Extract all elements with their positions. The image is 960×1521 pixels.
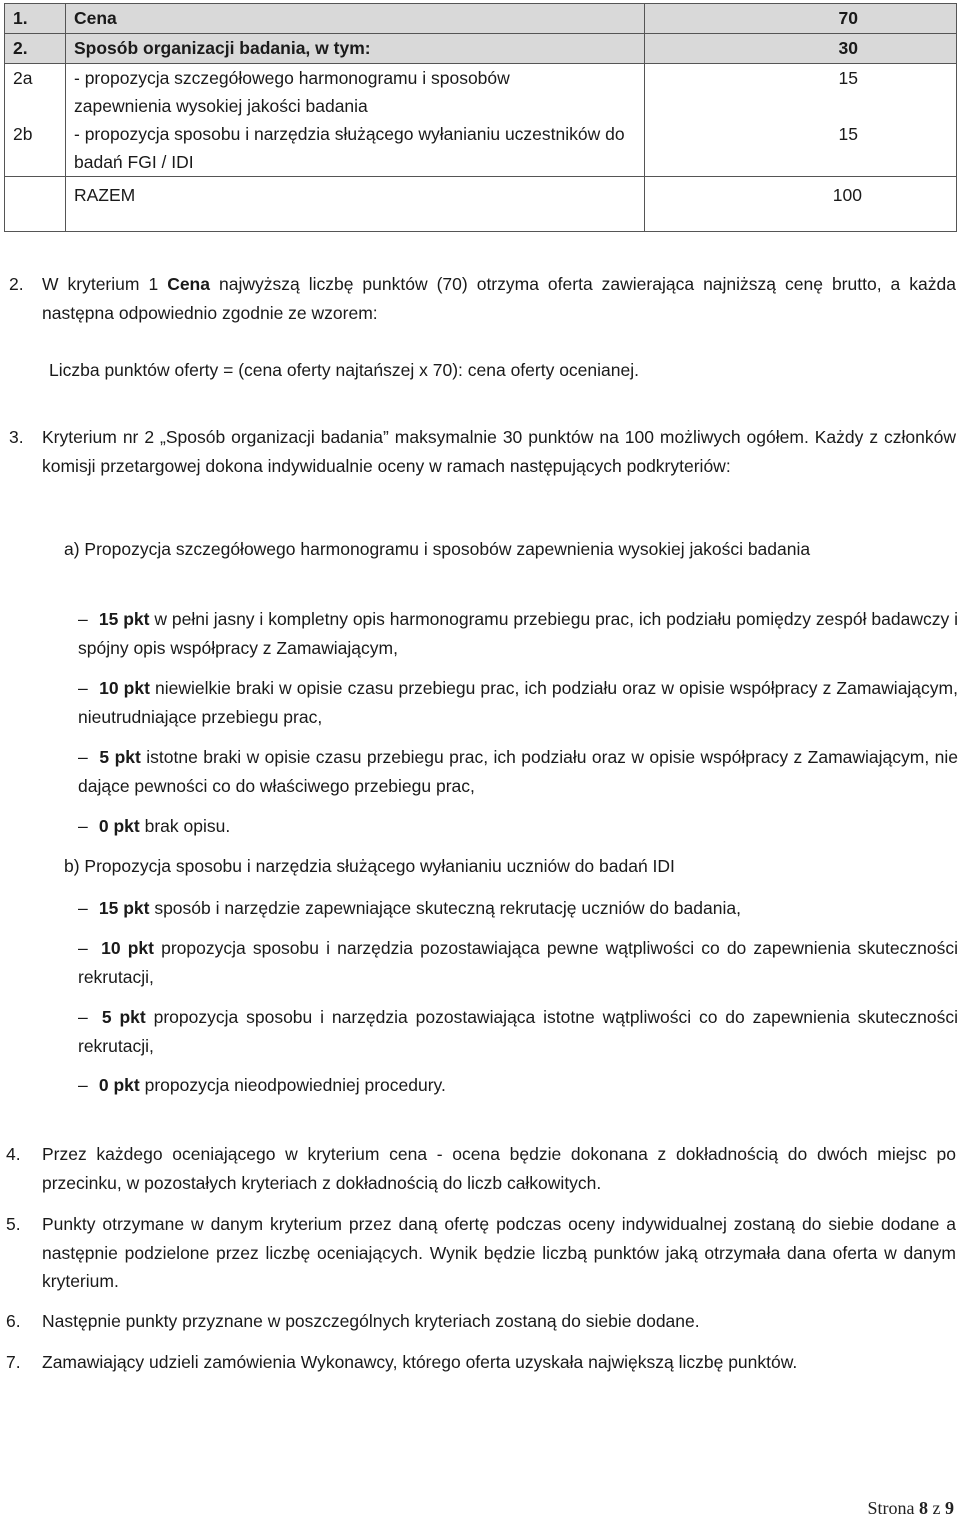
- item-text: propozycja sposobu i narzędzia pozostawiająca istotne wątpliwości co do zapewnienia skuteczności rekrutacji,: [78, 1007, 958, 1056]
- table-row: [5, 4, 957, 34]
- section-text: Punkty otrzymane w danym kryterium przez daną ofertę podczas oceny indywidualnej zostaną do siebie dodane a następnie podzielone przez liczbę oceniających. Wynik będzie liczbą punktów jaką otrzymała dana oferta w danym kryterium.: [42, 1214, 956, 1291]
- footer-page-number: 8: [919, 1498, 928, 1518]
- section-number: 7.: [6, 1352, 21, 1372]
- section-text: Kryterium nr 2 „Sposób organizacji badania” maksymalnie 30 punktów na 100 możliwych ogółem. Każdy z członków komisji przetargowej dokona indywidualnie oceny w ramach następujących podkryteriów:: [42, 427, 956, 476]
- row-points: 30: [645, 34, 957, 64]
- row-points: 15: [645, 120, 957, 177]
- row-label: Cena: [66, 4, 645, 34]
- list-item: – 10 pkt propozycja sposobu i narzędzia pozostawiająca pewne wątpliwości co do zapewnienia skuteczności rekrutacji,: [78, 938, 958, 987]
- row-points: 15: [645, 64, 957, 121]
- price-formula: Liczba punktów oferty = (cena oferty najtańszej x 70): cena oferty ocenianej.: [49, 360, 639, 380]
- subcriterion-a-heading: a) Propozycja szczegółowego harmonogramu i sposobów zapewnienia wysokiej jakości badania: [64, 539, 811, 559]
- table-row: [5, 34, 957, 64]
- section-3: [9, 423, 956, 480]
- points-label: 5 pkt: [99, 747, 141, 767]
- section-number: 2.: [9, 274, 24, 294]
- list-item: – 0 pkt propozycja nieodpowiedniej procedury.: [78, 1075, 446, 1095]
- table-row: [5, 64, 957, 121]
- row-points: 70: [645, 4, 957, 34]
- section-number: 5.: [6, 1214, 21, 1234]
- points-label: 15 pkt: [98, 609, 150, 629]
- row-label: - propozycja szczegółowego harmonogramu i sposobów zapewnienia wysokiej jakości badania: [66, 64, 645, 121]
- item-text: brak opisu.: [144, 816, 231, 836]
- page-footer: [868, 1498, 955, 1519]
- points-label: 0 pkt: [98, 1075, 140, 1095]
- points-label: 15 pkt: [98, 898, 150, 918]
- section-number: 4.: [6, 1144, 21, 1164]
- section-text: Zamawiający udzieli zamówienia Wykonawcy, którego oferta uzyskała największą liczbę punktów.: [42, 1352, 798, 1372]
- table-row-total: [5, 177, 957, 232]
- points-label: 5 pkt: [101, 1007, 146, 1027]
- section-2: [9, 270, 956, 327]
- row-number: 2b: [5, 120, 66, 177]
- row-label: RAZEM: [66, 177, 645, 232]
- table-row: [5, 120, 957, 177]
- item-text: propozycja sposobu i narzędzia pozostawiająca pewne wątpliwości co do zapewnienia skuteczności rekrutacji,: [78, 938, 958, 987]
- list-item: – 0 pkt brak opisu.: [78, 816, 231, 836]
- list-item: – 5 pkt propozycja sposobu i narzędzia pozostawiająca istotne wątpliwości co do zapewnienia skuteczności rekrutacji,: [78, 1007, 958, 1056]
- footer-separator: z: [932, 1498, 941, 1518]
- row-points: 100: [645, 177, 957, 232]
- row-label: Sposób organizacji badania, w tym:: [66, 34, 645, 64]
- footer-label: Strona: [867, 1498, 915, 1518]
- item-text: niewielkie braki w opisie czasu przebiegu prac, ich podziału oraz w opisie współpracy z Zamawiającym, nieutrudniające przebiegu prac,: [78, 678, 958, 727]
- item-text: istotne braki w opisie czasu przebiegu prac, ich podziału oraz w opisie współpracy z Zamawiającym, nie dające pewności co do właściwego przebiegu prac,: [78, 747, 958, 796]
- row-number: 1.: [5, 4, 66, 34]
- section-5: [6, 1210, 956, 1296]
- item-text: w pełni jasny i kompletny opis harmonogramu przebiegu prac, ich podziału pomiędzy zespół badawczy i spójny opis współpracy z Zamawiającym,: [78, 609, 958, 658]
- subcriterion-b-heading: b) Propozycja sposobu i narzędzia służącego wyłanianiu uczniów do badań IDI: [64, 856, 675, 876]
- section-text: Przez każdego oceniającego w kryterium cena - ocena będzie dokonana z dokładnością do dwóch miejsc po przecinku, w pozostałych kryteriach z dokładnością do liczb całkowitych.: [42, 1144, 956, 1193]
- points-label: 10 pkt: [99, 678, 150, 698]
- section-text: najwyższą liczbę punktów (70) otrzyma oferta zawierająca najniższą cenę brutto, a każda następna odpowiednio zgodnie ze wzorem:: [42, 274, 956, 323]
- section-bold-text: Cena: [167, 274, 210, 294]
- section-4: [6, 1140, 956, 1197]
- row-label: - propozycja sposobu i narzędzia służącego wyłanianiu uczestników do badań FGI / IDI: [66, 120, 645, 177]
- section-6: [6, 1307, 956, 1336]
- row-number: [5, 177, 66, 232]
- list-item: – 5 pkt istotne braki w opisie czasu przebiegu prac, ich podziału oraz w opisie współpracy z Zamawiającym, nie dające pewności co do właściwego przebiegu prac,: [78, 747, 958, 796]
- section-7: [6, 1348, 956, 1377]
- criteria-table: [4, 3, 957, 232]
- row-number: 2.: [5, 34, 66, 64]
- item-text: sposób i narzędzie zapewniające skuteczną rekrutację uczniów do badania,: [154, 898, 741, 918]
- footer-page-total: 9: [945, 1498, 954, 1518]
- points-label: 10 pkt: [101, 938, 154, 958]
- section-number: 3.: [9, 427, 24, 447]
- points-label: 0 pkt: [98, 816, 140, 836]
- list-item: – 15 pkt w pełni jasny i kompletny opis harmonogramu przebiegu prac, ich podziału pomiędzy zespół badawczy i spójny opis współpracy z Zamawiającym,: [78, 609, 958, 658]
- list-item: – 15 pkt sposób i narzędzie zapewniające skuteczną rekrutację uczniów do badania,: [78, 898, 741, 918]
- section-text: Następnie punkty przyznane w poszczególnych kryteriach zostaną do siebie dodane.: [42, 1311, 700, 1331]
- section-text: W kryterium 1: [42, 274, 159, 294]
- list-item: – 10 pkt niewielkie braki w opisie czasu przebiegu prac, ich podziału oraz w opisie współpracy z Zamawiającym, nieutrudniające przebiegu prac,: [78, 678, 958, 727]
- section-number: 6.: [6, 1311, 21, 1331]
- item-text: propozycja nieodpowiedniej procedury.: [144, 1075, 446, 1095]
- row-number: 2a: [5, 64, 66, 121]
